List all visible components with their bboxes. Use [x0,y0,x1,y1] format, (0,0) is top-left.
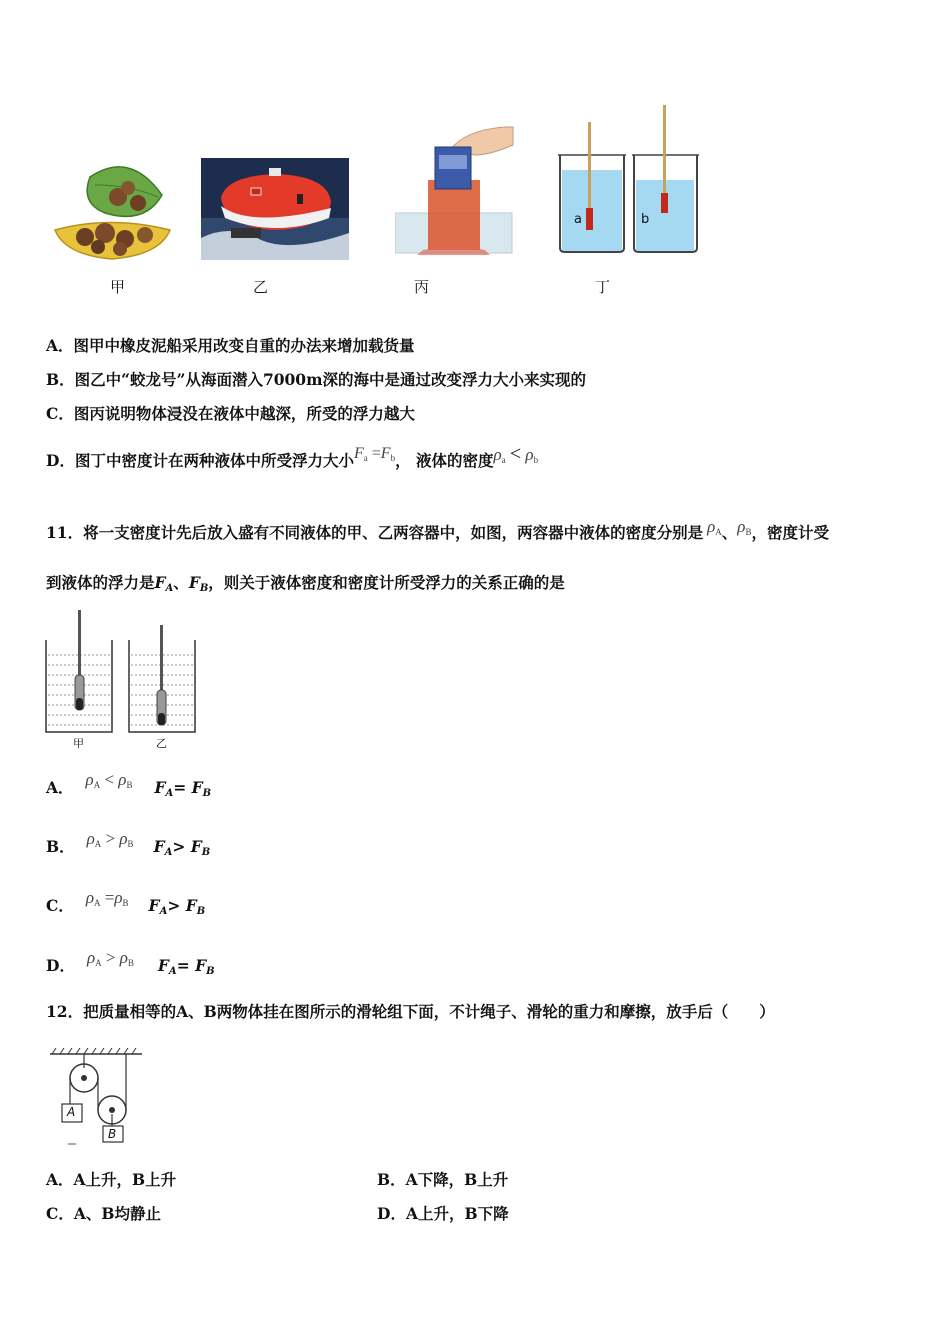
block-label-a: A [67,1105,76,1119]
figure-bing-beaker-hand [395,125,515,260]
formula-fa-eq-fb: $F_a =F_b$ [353,445,396,463]
caption-ding: 丁 [595,278,611,296]
q11-option-c: C． $\rho_A =\rho_B$ FA> FB [46,888,206,917]
formula-rho-a-lt-rho-b: $\rho_a < \rho_b$ [493,443,539,465]
block-label-b: B [108,1127,117,1141]
q10-figures [50,100,710,300]
container-jia [46,610,112,732]
caption-yi: 乙 [253,278,269,296]
caption-bing: 丙 [414,278,430,296]
q12-pulley-figure [46,1048,146,1148]
q10-option-b: B．图乙中“蛟龙号”从海面潜入7000m深的海中是通过改变浮力大小来实现的 [46,370,586,389]
q11-figure-hydrometers [44,610,199,736]
q10-option-c: C．图丙说明物体浸没在液体中越深，所受的浮力越大 [46,404,415,423]
q10-option-a: A．图甲中橡皮泥船采用改变自重的办法来增加载货量 [46,336,415,355]
q11-stem-line2: 到液体的浮力是FA、FB，则关于液体密度和密度计所受浮力的关系正确的是 [46,573,565,594]
q12-option-b: B．A下降，B上升 [377,1170,509,1189]
q12-option-d: D．A上升，B下降 [377,1204,509,1223]
q11-stem-line1: 11．将一支密度计先后放入盛有不同液体的甲、乙两容器中，如图，两容器中液体的密度分别是 $\rho_A$、$\rho_B$，密度计受 [46,517,829,542]
beaker-label-a: a [574,212,582,227]
q10-option-d: D．图丁中密度计在两种液体中所受浮力大小$F_a =F_b$， 液体的密度$\rho_a < \rho_b$ [46,443,539,470]
q11-option-b: B． $\rho_A > \rho_B$ FA> FB [46,829,211,858]
q11-option-d: D． $\rho_A > \rho_B$ FA= FB [46,948,215,977]
q11-option-a: A． $\rho_A < \rho_B$ FA= FB [46,770,212,799]
caption-jia: 甲 [110,278,126,296]
q12-option-c: C．A、B均静止 [46,1204,161,1223]
figure-jia-clay-boat [50,155,175,265]
q11-caption-yi: 乙 [156,737,167,750]
q12-option-a: A．A上升，B上升 [46,1170,177,1189]
beaker-label-b: b [641,212,650,227]
q12-stem: 12．把质量相等的A、B两物体挂在图所示的滑轮组下面，不计绳子、滑轮的重力和摩擦，放手后（ ） [46,1002,775,1021]
figure-yi-submersible [201,158,349,260]
container-yi [129,625,195,732]
q11-caption-jia: 甲 [73,737,84,750]
figure-ding-hydrometers [555,100,705,260]
